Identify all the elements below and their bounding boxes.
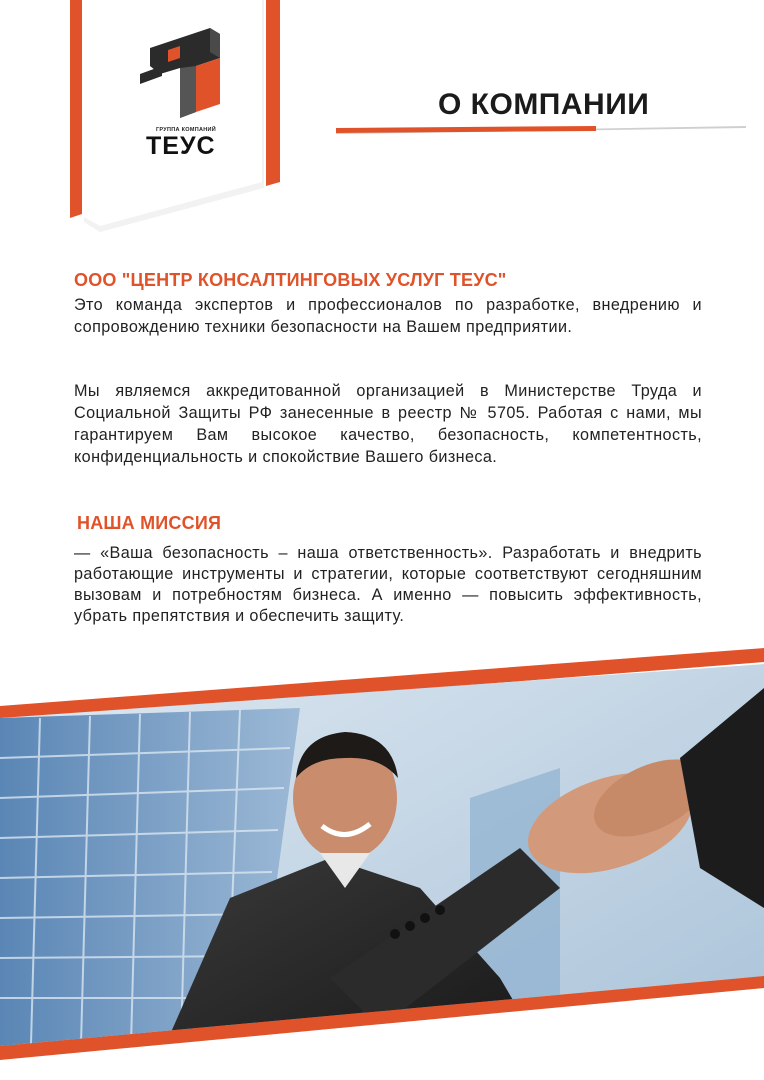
handshake-photo: [0, 648, 764, 1080]
company-accreditation-text: Мы являемся аккредитованной организацией в Министерстве Труда и Социальной Защиты РФ занесенные в реестр № 5705. Работая с нами, мы гарантируем Вам высокое качество, безопасность, компетентность, конфиденциальность и спокойствие Вашего бизнеса.: [74, 382, 702, 466]
logo-banner: [70, 0, 280, 235]
company-heading: ООО "ЦЕНТР КОНСАЛТИНГОВЫХ УСЛУГ ТЕУС": [74, 270, 507, 290]
company-intro-text: Это команда экспертов и профессионалов по разработке, внедрению и сопровождению техники безопасности на Вашем предприятии.: [74, 296, 702, 336]
title-underline: [336, 126, 746, 134]
mission-text: — «Ваша безопасность – наша ответственность». Разработать и внедрить работающие инструменты и стратегии, которые соответствуют сегодняшним вызовам и потребностям бизнеса. А именно — повысить эффективность, убрать препятствия и обеспечить защиту.: [74, 544, 702, 625]
page-title: О КОМПАНИИ: [438, 88, 650, 121]
teus-logo-icon: [70, 0, 280, 235]
logo-name: ТЕУС: [146, 132, 216, 160]
logo-subtitle: ГРУППА КОМПАНИЙ: [155, 127, 217, 133]
mission-heading: НАША МИССИЯ: [77, 513, 222, 533]
